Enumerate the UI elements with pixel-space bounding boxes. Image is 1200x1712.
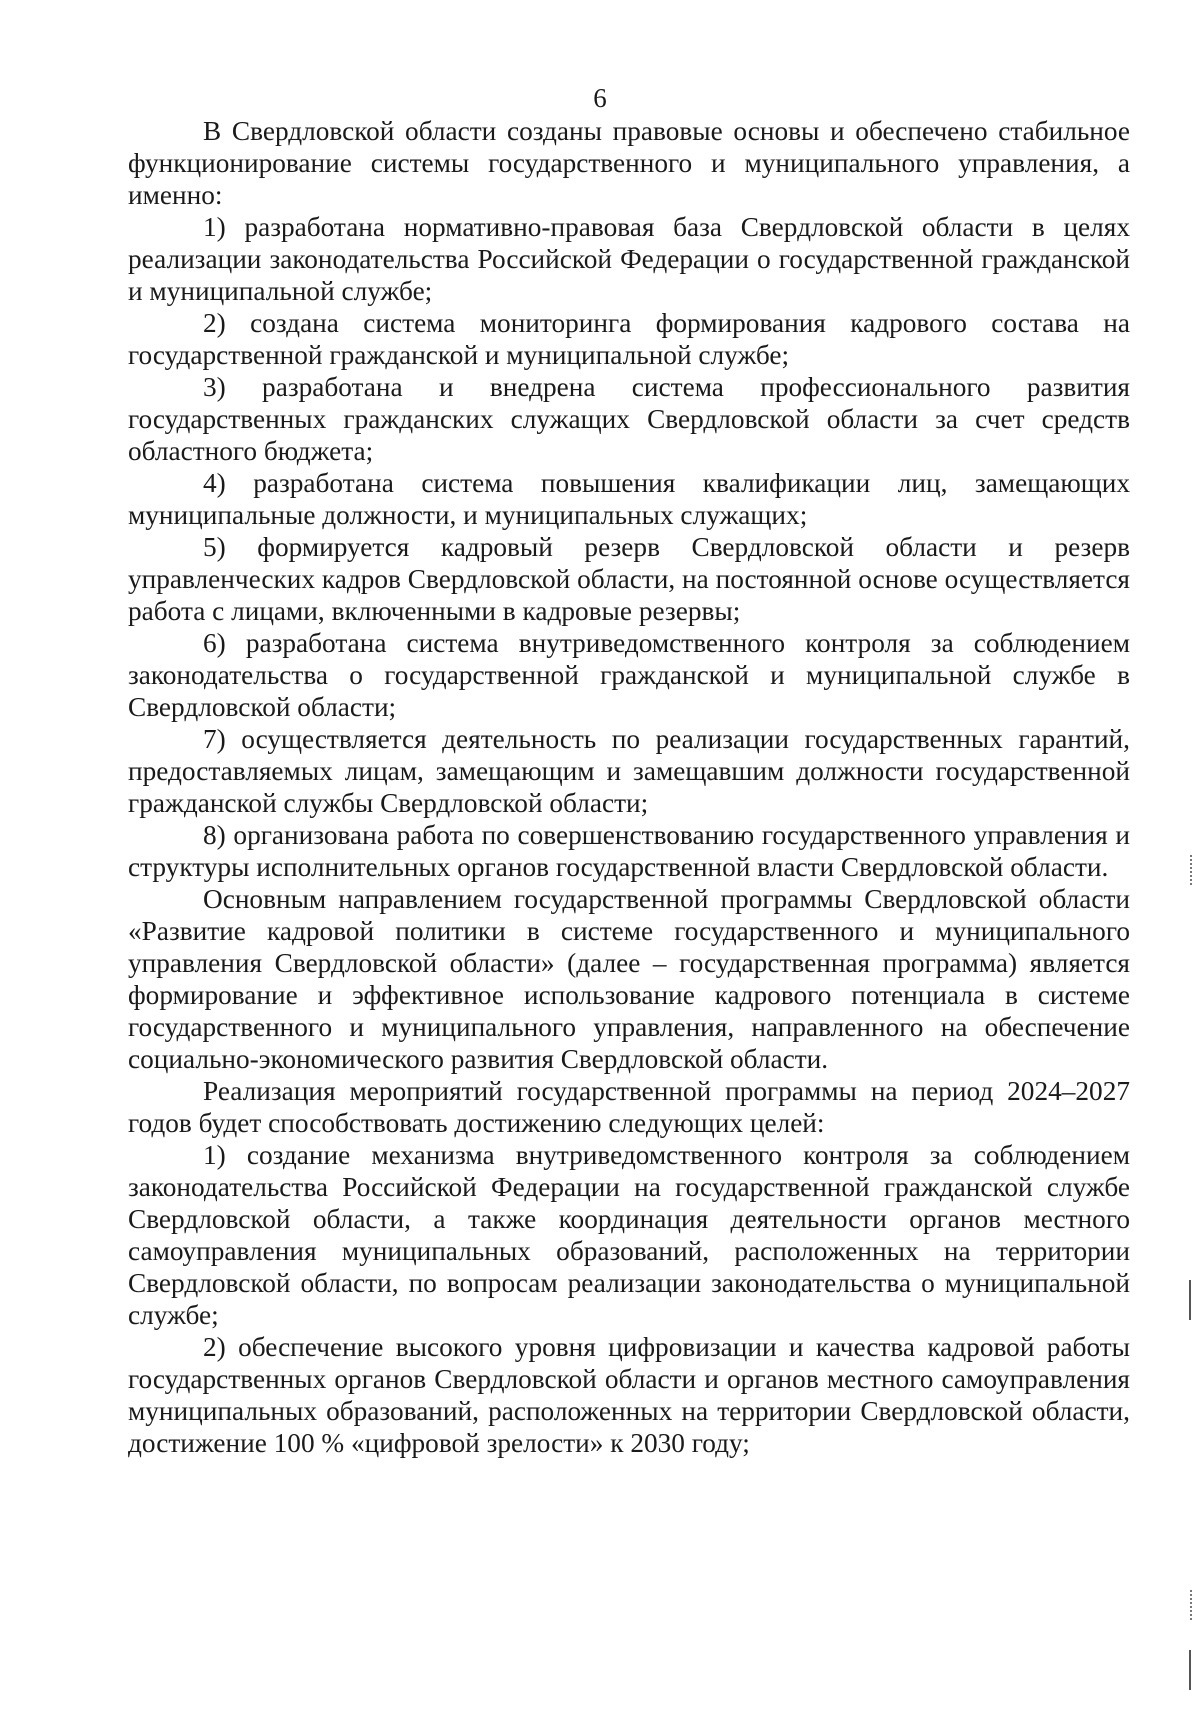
document-body bbox=[128, 115, 1130, 1459]
list-item-7: 7) осуществляется деятельность по реализации государственных гарантий, предоставляемых лицам, замещающим и замещавшим должности государственной гражданской службы Свердловской области; bbox=[128, 724, 1130, 818]
page-number: 6 bbox=[593, 83, 607, 113]
list-item-4: 4) разработана система повышения квалификации лиц, замещающих муниципальные должности, и муниципальных служащих; bbox=[128, 468, 1130, 530]
scan-artifact-mark bbox=[1190, 1590, 1192, 1620]
goal-item-1: 1) создание механизма внутриведомственного контроля за соблюдением законодательства Российской Федерации на государственной гражданской службе Свердловской области, а также координация деятельности органов местного самоуправления муниципальных образований, расположенных на территории Свердловской области, по вопросам реализации законодательства о муниципальной службе; bbox=[128, 1140, 1130, 1330]
list-item-8: 8) организована работа по совершенствованию государственного управления и структуры исполнительных органов государственной власти Свердловской области. bbox=[128, 820, 1130, 882]
list-item-2: 2) создана система мониторинга формирования кадрового состава на государственной гражданской и муниципальной службе; bbox=[128, 308, 1130, 370]
scan-artifact-mark bbox=[1189, 1280, 1191, 1320]
scan-artifact-mark bbox=[1189, 1650, 1191, 1690]
list-item-3: 3) разработана и внедрена система профессионального развития государственных гражданских служащих Свердловской области за счет средств областного бюджета; bbox=[128, 372, 1130, 466]
paragraph-program-direction: Основным направлением государственной программы Свердловской области «Развитие кадровой политики в системе государственного и муниципального управления Свердловской области» (далее – государственная программа) является формирование и эффективное использование кадрового потенциала в системе государственного и муниципального управления, направленного на обеспечение социально-экономического развития Свердловской области. bbox=[128, 884, 1130, 1074]
paragraph-intro: В Свердловской области созданы правовые основы и обеспечено стабильное функционирование системы государственного и муниципального управления, а именно: bbox=[128, 116, 1130, 210]
list-item-6: 6) разработана система внутриведомственного контроля за соблюдением законодательства о государственной гражданской и муниципальной службе в Свердловской области; bbox=[128, 628, 1130, 722]
paragraph-program-goals: Реализация мероприятий государственной программы на период 2024–2027 годов будет способствовать достижению следующих целей: bbox=[128, 1076, 1130, 1138]
goal-item-2: 2) обеспечение высокого уровня цифровизации и качества кадровой работы государственных органов Свердловской области и органов местного самоуправления муниципальных образований, расположенных на территории Свердловской области, достижение 100 % «цифровой зрелости» к 2030 году; bbox=[128, 1332, 1130, 1458]
scan-artifact-mark bbox=[1190, 855, 1192, 885]
list-item-1: 1) разработана нормативно-правовая база Свердловской области в целях реализации законодательства Российской Федерации о государственной гражданской и муниципальной службе; bbox=[128, 212, 1130, 306]
list-item-5: 5) формируется кадровый резерв Свердловской области и резерв управленческих кадров Свердловской области, на постоянной основе осуществляется работа с лицами, включенными в кадровые резервы; bbox=[128, 532, 1130, 626]
